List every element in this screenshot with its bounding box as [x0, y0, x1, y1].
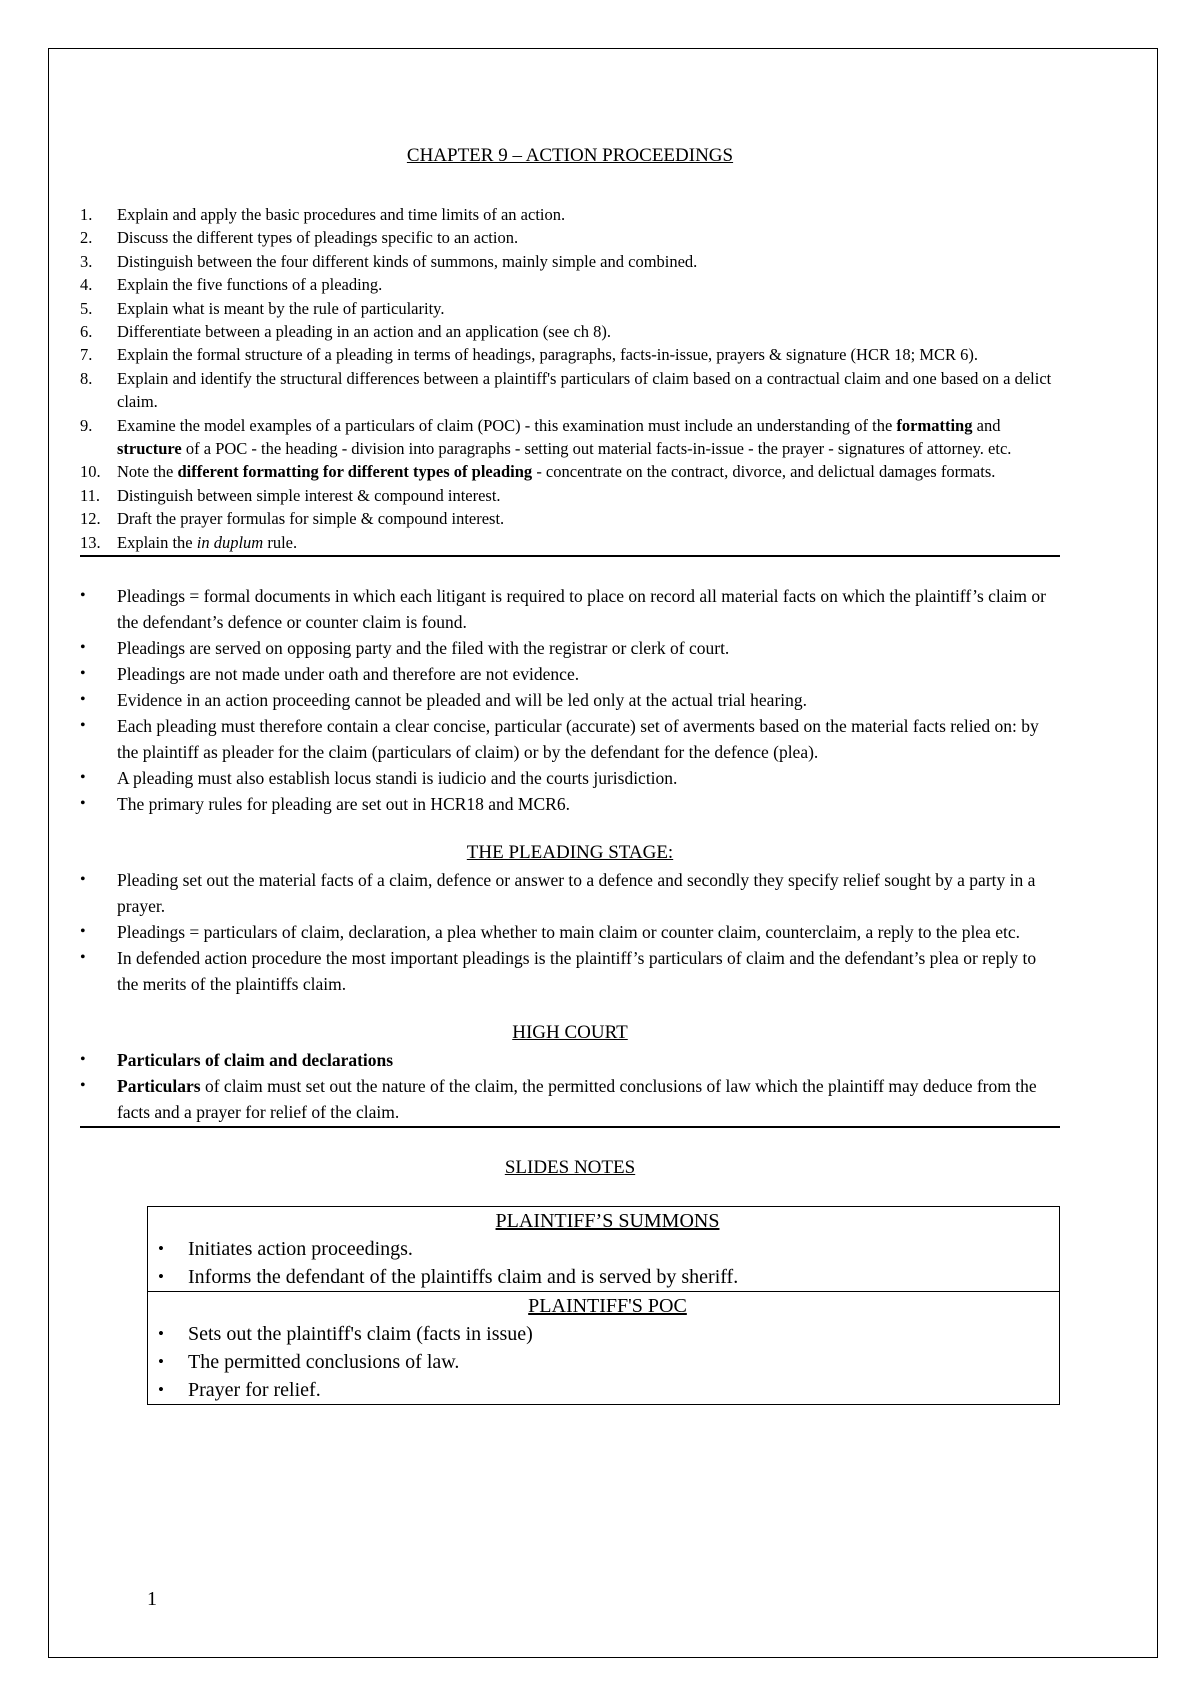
objective-item: 9. Examine the model examples of a particulars of claim (POC) - this examination must include an understanding of the formatting and structure of a POC - the heading - division into paragraphs - setting out material facts-in-issue - the prayer - signatures of attorney. etc. [80, 415, 1012, 459]
bullet-icon: • [80, 1077, 86, 1095]
bullet-icon: • [158, 1324, 164, 1344]
poc-heading: PLAINTIFF'S POC [528, 1295, 687, 1318]
poc-cell [148, 1292, 1060, 1405]
bullet-item: • The primary rules for pleading are set out in HCR18 and MCR6. [80, 791, 1060, 817]
objective-item: 7. Explain the formal structure of a pleading in terms of headings, paragraphs, facts-in-issue, prayers & signature (HCR 18; MCR 6). [80, 345, 978, 365]
summons-cell [148, 1207, 1060, 1292]
bullet-icon: • [158, 1352, 164, 1372]
summons-list [156, 1235, 1059, 1291]
bullet-item: • In defended action procedure the most important pleadings is the plaintiff’s particulars of claim and the defendant’s plea or reply to the merits of the plaintiffs claim. [80, 945, 1060, 997]
bullet-icon: • [80, 871, 86, 889]
learning-objectives-list [80, 203, 1060, 554]
list-item: • Prayer for relief. [156, 1376, 1059, 1404]
bullet-icon: • [80, 1051, 86, 1069]
list-item: • Initiates action proceedings. [156, 1235, 1059, 1263]
bullet-item: • Pleadings are served on opposing party and the filed with the registrar or clerk of court. [80, 635, 1060, 661]
objective-item: 6. Differentiate between a pleading in an action and an application (see ch 8). [80, 322, 612, 342]
bullet-icon: • [158, 1239, 164, 1259]
summons-heading: PLAINTIFF’S SUMMONS [495, 1210, 720, 1233]
bullet-icon: • [80, 587, 86, 605]
pleading-stage-list [80, 867, 1060, 997]
bullet-icon: • [80, 691, 86, 709]
poc-list [156, 1320, 1059, 1404]
bullet-item: • Particulars of claim and declarations [80, 1047, 1060, 1073]
objective-item: 10. Note the different formatting for different types of pleading - concentrate on the contract, divorce, and delictual damages formats. [80, 462, 996, 482]
bullet-icon: • [80, 949, 86, 967]
objective-item: 5. Explain what is meant by the rule of particularity. [80, 298, 445, 318]
bullet-icon: • [80, 717, 86, 735]
objective-item: 11. Distinguish between simple interest & compound interest. [80, 485, 501, 505]
objective-item: 2. Discuss the different types of pleadings specific to an action. [80, 228, 519, 248]
list-item: • The permitted conclusions of law. [156, 1348, 1059, 1376]
list-item: • Informs the defendant of the plaintiffs claim and is served by sheriff. [156, 1263, 1059, 1291]
section-divider [80, 1126, 1060, 1128]
pleading-stage-heading: THE PLEADING STAGE: [466, 842, 674, 864]
table-row [148, 1292, 1060, 1405]
objective-item: 4. Explain the five functions of a pleading. [80, 275, 383, 295]
list-item: • Sets out the plaintiff's claim (facts in issue) [156, 1320, 1059, 1348]
objective-item: 13. Explain the in duplum rule. [80, 532, 298, 552]
bullet-item: • Pleadings = particulars of claim, declaration, a plea whether to main claim or counter claim, counterclaim, a reply to the plea etc. [80, 919, 1060, 945]
bullet-icon: • [80, 769, 86, 787]
objective-item: 12. Draft the prayer formulas for simple & compound interest. [80, 509, 505, 529]
slides-notes-heading: SLIDES NOTES [504, 1157, 636, 1179]
high-court-list [80, 1047, 1060, 1125]
bullet-item: • Particulars of claim must set out the nature of the claim, the permitted conclusions of law which the plaintiff may deduce from the facts and a prayer for relief of the claim. [80, 1073, 1060, 1125]
chapter-title: CHAPTER 9 – ACTION PROCEEDINGS [406, 145, 734, 166]
pleadings-bullet-list [80, 583, 1060, 817]
bullet-item: • Evidence in an action proceeding cannot be pleaded and will be led only at the actual trial hearing. [80, 687, 1060, 713]
slides-notes-table [147, 1206, 1060, 1405]
objective-item: 1. Explain and apply the basic procedures and time limits of an action. [80, 205, 566, 224]
bullet-icon: • [80, 665, 86, 683]
objective-item: 8. Explain and identify the structural differences between a plaintiff's particulars of claim based on a contractual claim and one based on a delict claim. [80, 368, 1052, 412]
objective-item: 3. Distinguish between the four different kinds of summons, mainly simple and combined. [80, 251, 698, 271]
bullet-icon: • [80, 639, 86, 657]
high-court-heading: HIGH COURT [512, 1022, 628, 1044]
bullet-item: • Pleading set out the material facts of a claim, defence or answer to a defence and secondly they specify relief sought by a party in a prayer. [80, 867, 1060, 919]
bullet-icon: • [158, 1380, 164, 1400]
bullet-icon: • [158, 1267, 164, 1287]
table-row [148, 1207, 1060, 1292]
bullet-item: • A pleading must also establish locus standi is iudicio and the courts jurisdiction. [80, 765, 1060, 791]
bullet-item: • Pleadings are not made under oath and therefore are not evidence. [80, 661, 1060, 687]
document-body [80, 145, 1060, 1405]
bullet-icon: • [80, 923, 86, 941]
section-divider [80, 555, 1060, 557]
bullet-icon: • [80, 795, 86, 813]
bullet-item: • Each pleading must therefore contain a clear concise, particular (accurate) set of averments based on the material facts relied on: by the plaintiff as pleader for the claim (particulars of claim) or by the defendant for the defence (plea). [80, 713, 1060, 765]
page-number: 1 [147, 1588, 157, 1610]
bullet-item: • Pleadings = formal documents in which each litigant is required to place on record all material facts on which the plaintiff’s claim or the defendant’s defence or counter claim is found. [80, 583, 1060, 635]
